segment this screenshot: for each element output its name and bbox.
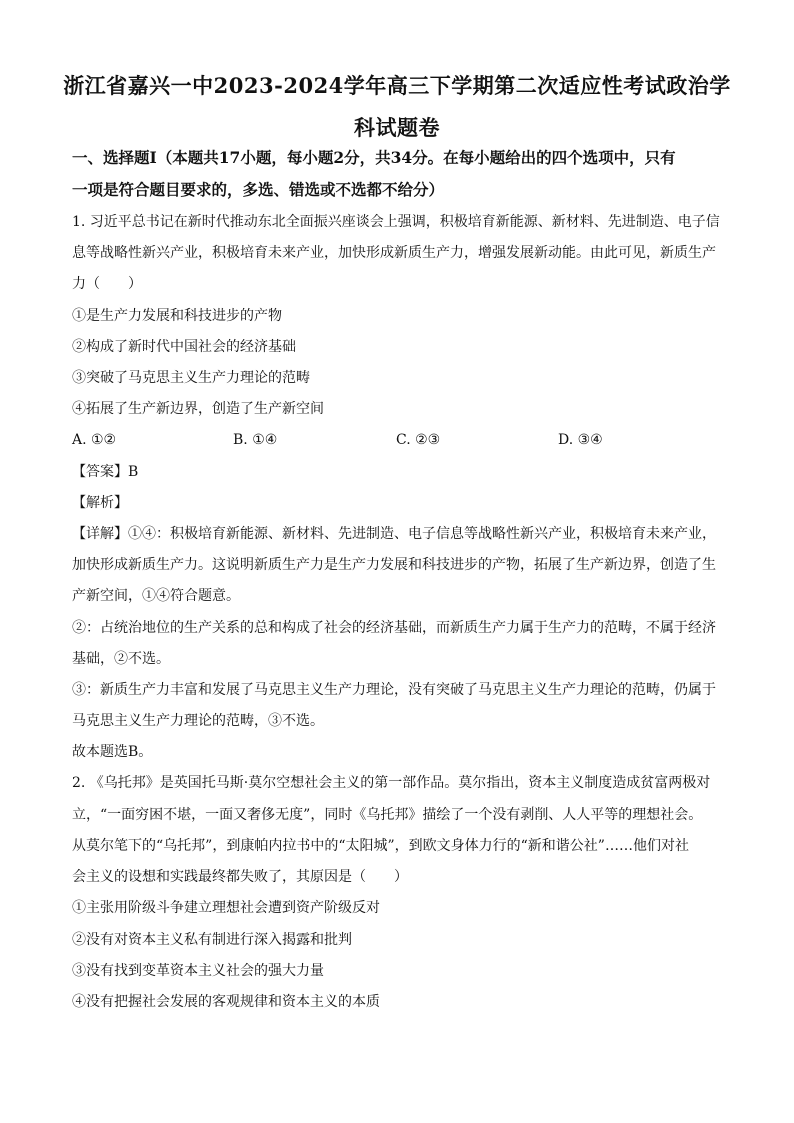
q1-detail-line-1: 【详解】①④：积极培育新能源、新材料、先进制造、电子信息等战略性新兴产业，积极培育未来产业， <box>72 526 716 542</box>
q1-statement-1: ①是生产力发展和科技进步的产物 <box>72 308 282 324</box>
q1-answer: 【答案】B <box>72 464 139 480</box>
q2-stem-line-4: 会主义的设想和实践最终都失败了，其原因是（ ） <box>72 869 408 885</box>
q1-detail-line-5: 基础，②不选。 <box>72 651 170 667</box>
q1-conclusion: 故本题选B。 <box>72 744 153 760</box>
q2-statement-3: ③没有找到变革资本主义社会的强大力量 <box>72 963 324 979</box>
q1-statement-3: ③突破了马克思主义生产力理论的范畴 <box>72 370 310 386</box>
q1-statement-2: ②构成了新时代中国社会的经济基础 <box>72 339 296 355</box>
q1-detail-line-2: 加快形成新质生产力。这说明新质生产力是生产力发展和科技进步的产物，拓展了生产新边界，创造了生 <box>72 557 716 573</box>
q1-analysis-label: 【解析】 <box>72 495 128 511</box>
section-heading-line-2: 一项是符合题目要求的，多选、错选或不选都不给分） <box>72 180 445 199</box>
q1-option-a: A. ①② <box>72 432 117 448</box>
document-title-line-1: 浙江省嘉兴一中2023-2024学年高三下学期第二次适应性考试政治学 <box>63 73 731 98</box>
q1-stem-line-2: 息等战略性新兴产业，积极培育未来产业，加快形成新质生产力，增强发展新动能。由此可见，新质生产 <box>72 245 716 261</box>
q1-detail-line-6: ③：新质生产力丰富和发展了马克思主义生产力理论，没有突破了马克思主义生产力理论的范畴，仍属于 <box>72 682 716 698</box>
q2-stem-line-2: 立，“一面穷困不堪，一面又奢侈无度”，同时《乌托邦》描绘了一个没有剥削、人人平等的理想社会。 <box>72 807 703 823</box>
q1-option-c: C. ②③ <box>396 432 441 448</box>
q1-statement-4: ④拓展了生产新边界，创造了生产新空间 <box>72 401 324 417</box>
q1-detail-line-3: 产新空间，①④符合题意。 <box>72 588 240 604</box>
q1-stem-line-3: 力（ ） <box>72 276 142 292</box>
q1-detail-line-7: 马克思主义生产力理论的范畴，③不选。 <box>72 713 324 729</box>
q1-stem-line-1: 1. 习近平总书记在新时代推动东北全面振兴座谈会上强调，积极培育新能源、新材料、先进制造、电子信 <box>72 214 720 230</box>
q2-stem-line-3: 从莫尔笔下的“乌托邦”，到康帕内拉书中的“太阳城”，到欧文身体力行的“新和谐公社”……他们对社 <box>72 838 689 854</box>
section-heading-line-1: 一、选择题Ⅰ（本题共17小题，每小题2分，共34分。在每小题给出的四个选项中，只有 <box>72 148 676 167</box>
q2-statement-1: ①主张用阶级斗争建立理想社会遭到资产阶级反对 <box>72 900 380 916</box>
q2-stem-line-1: 2. 《乌托邦》是英国托马斯·莫尔空想社会主义的第一部作品。莫尔指出，资本主义制度造成贫富两极对 <box>72 775 711 791</box>
q2-statement-2: ②没有对资本主义私有制进行深入揭露和批判 <box>72 932 352 948</box>
q2-statement-4: ④没有把握社会发展的客观规律和资本主义的本质 <box>72 994 380 1010</box>
document-title-line-2: 科试题卷 <box>354 115 440 140</box>
q1-option-b: B. ①④ <box>233 432 278 448</box>
q1-detail-line-4: ②：占统治地位的生产关系的总和构成了社会的经济基础，而新质生产力属于生产力的范畴，不属于经济 <box>72 620 716 636</box>
q1-option-d: D. ③④ <box>558 432 603 448</box>
